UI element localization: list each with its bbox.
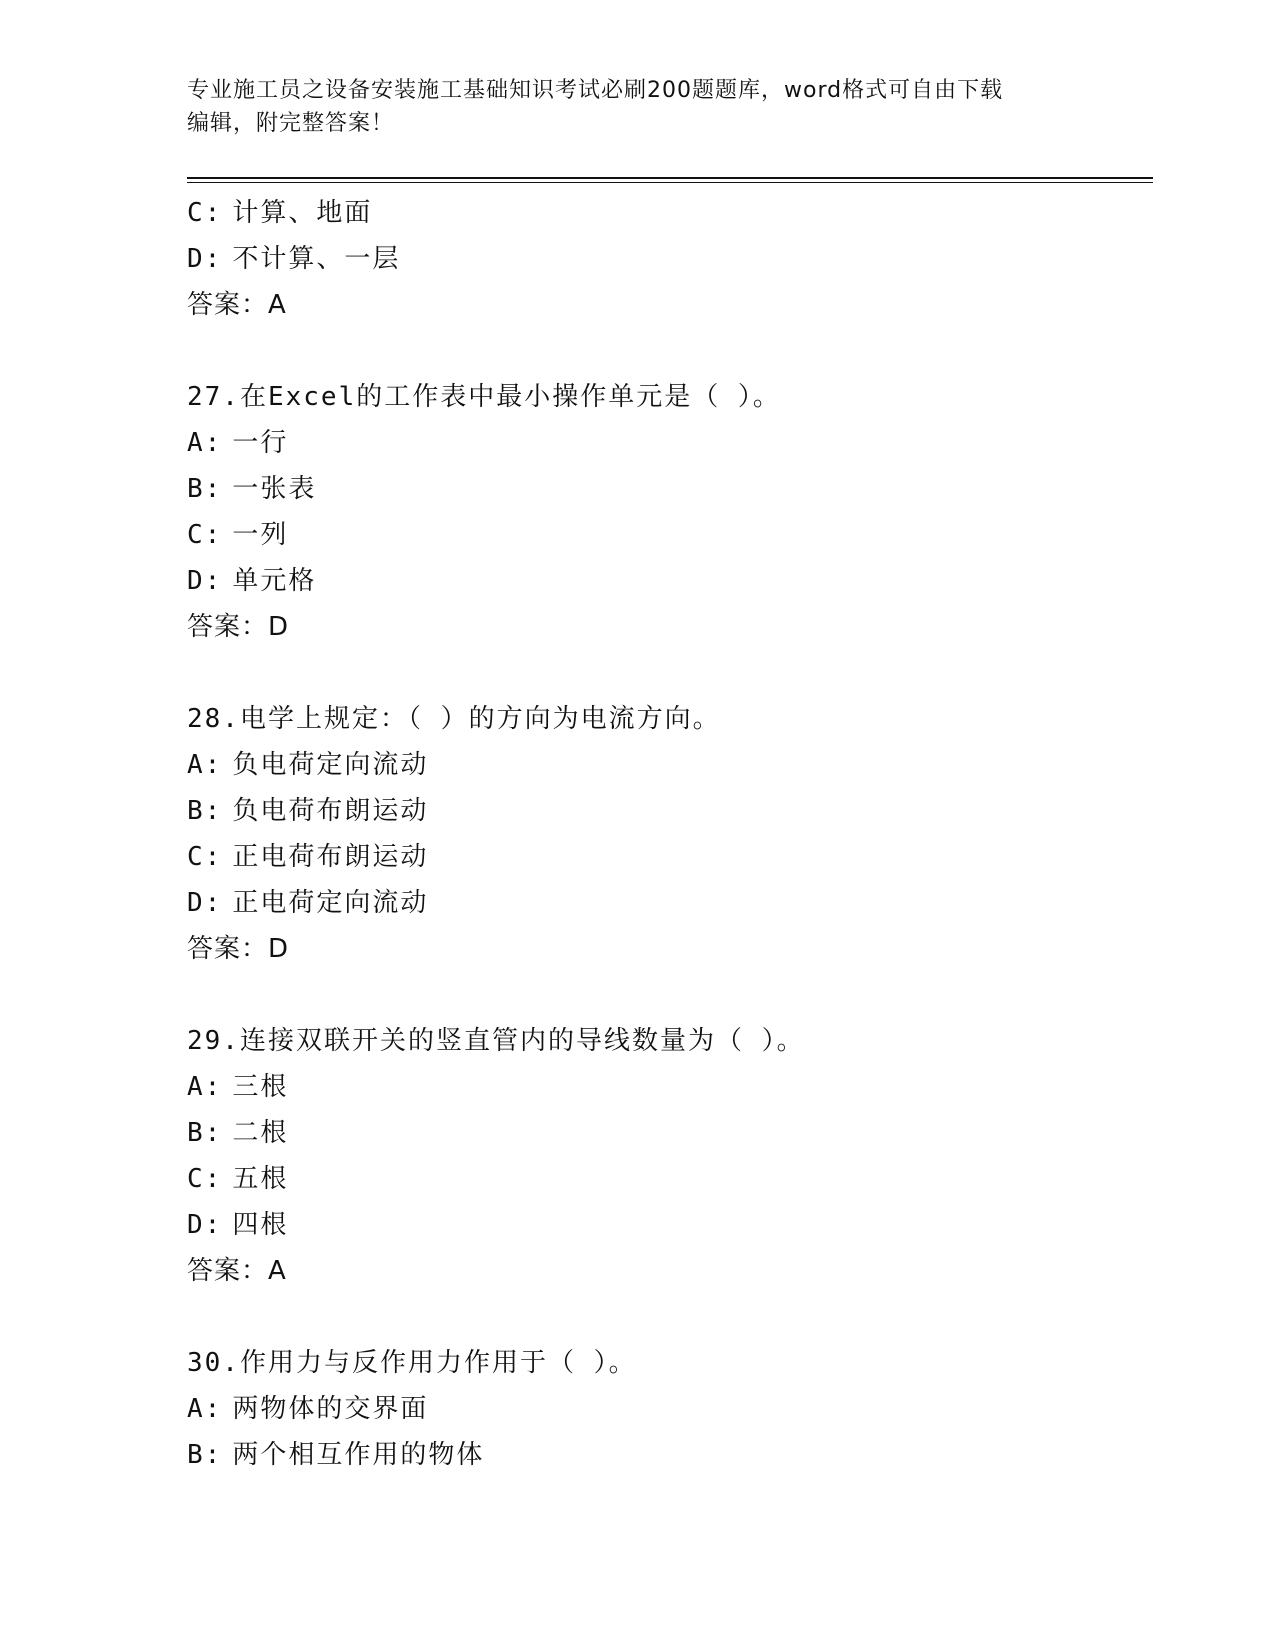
option-a <box>187 420 1153 466</box>
option-text: 四根 <box>232 1210 289 1240</box>
option-letter: B: <box>187 1440 223 1470</box>
option-text: 一列 <box>232 520 289 550</box>
option-text: 两物体的交界面 <box>232 1394 429 1424</box>
option-c <box>187 1156 1153 1202</box>
option-c <box>187 190 1153 236</box>
option-letter: D: <box>187 244 223 274</box>
option-a <box>187 1064 1153 1110</box>
option-b <box>187 1432 1153 1478</box>
spacer <box>187 650 1153 696</box>
option-letter: D: <box>187 566 223 596</box>
option-b <box>187 1110 1153 1156</box>
answer-line: 答案：D <box>187 934 290 964</box>
question-text: 在Excel的工作表中最小操作单元是（ ）。 <box>239 382 781 412</box>
header-rule-thin <box>187 182 1153 183</box>
option-letter: B: <box>187 1118 223 1148</box>
header-line-1: 专业施工员之设备安装施工基础知识考试必刷200题题库，word格式可自由下载 <box>187 78 1004 103</box>
option-a <box>187 742 1153 788</box>
option-text: 正电荷布朗运动 <box>232 842 429 872</box>
option-text: 五根 <box>232 1164 289 1194</box>
question-text: 连接双联开关的竖直管内的导线数量为（ ）。 <box>239 1026 805 1056</box>
option-letter: C: <box>187 842 223 872</box>
option-d <box>187 880 1153 926</box>
option-b <box>187 788 1153 834</box>
question-list <box>187 190 1153 1478</box>
question-number: 27. <box>187 382 240 412</box>
question-stem <box>187 1018 1153 1064</box>
option-text: 二根 <box>232 1118 289 1148</box>
option-letter: A: <box>187 428 223 458</box>
option-letter: A: <box>187 750 223 780</box>
document-header <box>187 74 1087 140</box>
option-c <box>187 512 1153 558</box>
question-30 <box>187 1340 1153 1478</box>
question-stem <box>187 696 1153 742</box>
option-text: 一张表 <box>232 474 317 504</box>
question-stem <box>187 1340 1153 1386</box>
option-letter: B: <box>187 796 223 826</box>
option-b <box>187 466 1153 512</box>
option-text: 一行 <box>232 428 289 458</box>
option-text: 单元格 <box>232 566 317 596</box>
option-letter: C: <box>187 1164 223 1194</box>
option-letter: B: <box>187 474 223 504</box>
option-d <box>187 558 1153 604</box>
spacer <box>187 972 1153 1018</box>
header-line-2: 编辑，附完整答案！ <box>187 111 395 136</box>
option-text: 正电荷定向流动 <box>232 888 429 918</box>
question-number: 29. <box>187 1026 240 1056</box>
question-27 <box>187 374 1153 650</box>
header-rule-thick <box>187 177 1153 179</box>
question-number: 28. <box>187 704 240 734</box>
option-letter: D: <box>187 888 223 918</box>
question-28 <box>187 696 1153 972</box>
question-text: 电学上规定：（ ）的方向为电流方向。 <box>239 704 721 734</box>
spacer <box>187 328 1153 374</box>
option-letter: A: <box>187 1394 223 1424</box>
option-text: 计算、地面 <box>232 198 373 228</box>
question-text: 作用力与反作用力作用于（ ）。 <box>239 1348 637 1378</box>
option-letter: C: <box>187 520 223 550</box>
option-text: 三根 <box>232 1072 289 1102</box>
question-stem <box>187 374 1153 420</box>
option-letter: A: <box>187 1072 223 1102</box>
option-a <box>187 1386 1153 1432</box>
spacer <box>187 1294 1153 1340</box>
question-29 <box>187 1018 1153 1294</box>
option-d <box>187 1202 1153 1248</box>
answer-line: 答案：A <box>187 1256 287 1286</box>
answer-line: 答案：D <box>187 612 290 642</box>
option-letter: C: <box>187 198 223 228</box>
option-letter: D: <box>187 1210 223 1240</box>
question-number: 30. <box>187 1348 240 1378</box>
option-d <box>187 236 1153 282</box>
option-text: 两个相互作用的物体 <box>232 1440 485 1470</box>
question-26-partial <box>187 190 1153 328</box>
option-c <box>187 834 1153 880</box>
option-text: 负电荷定向流动 <box>232 750 429 780</box>
answer-line: 答案：A <box>187 290 287 320</box>
option-text: 负电荷布朗运动 <box>232 796 429 826</box>
option-text: 不计算、一层 <box>232 244 401 274</box>
